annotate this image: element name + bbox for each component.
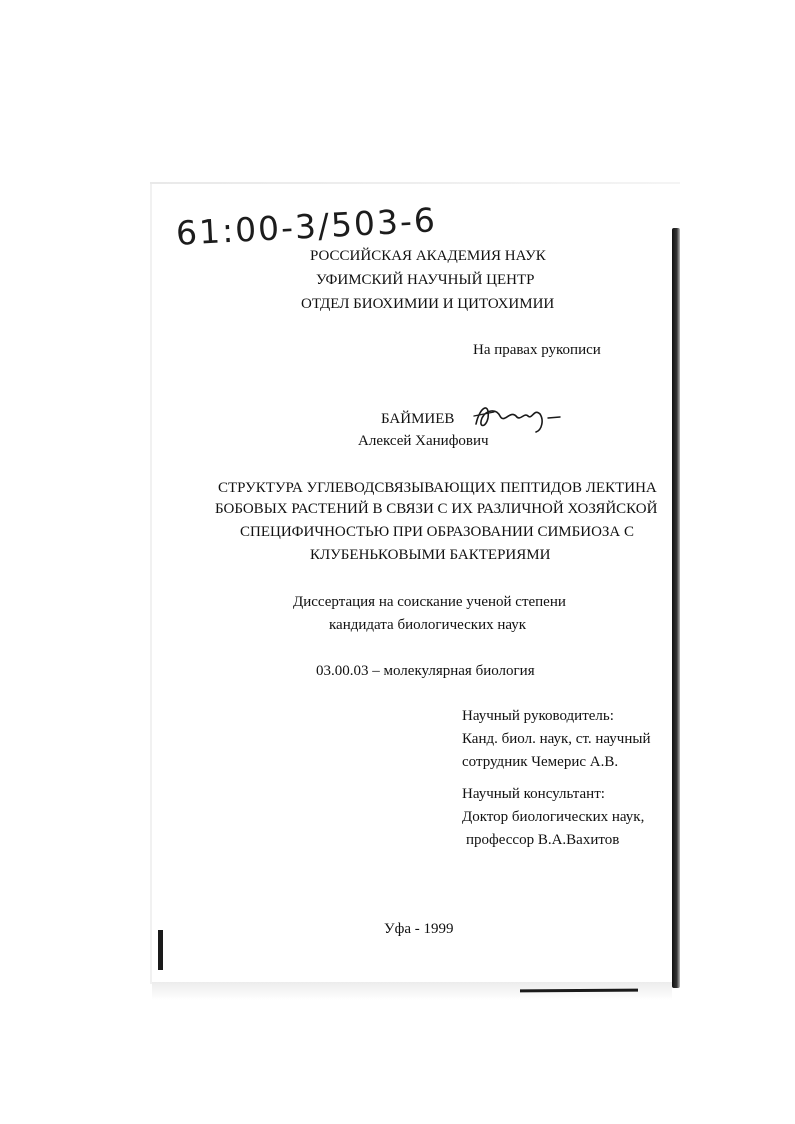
author-name: Алексей Ханифович: [358, 433, 489, 449]
title-line-2: БОБОВЫХ РАСТЕНИЙ В СВЯЗИ С ИХ РАЗЛИЧНОЙ ХОЗЯЙСКОЙ: [215, 501, 658, 517]
scan-border-right-mark: [672, 228, 680, 988]
consultant-label: Научный консультант:: [462, 786, 605, 802]
dissertation-line-1: Диссертация на соискание ученой степени: [293, 594, 566, 610]
dissertation-line-2: кандидата биологических наук: [329, 617, 527, 633]
header-line-3: ОТДЕЛ БИОХИМИИ И ЦИТОХИМИИ: [301, 296, 555, 312]
specialty-code: 03.00.03 – молекулярная биология: [316, 663, 535, 679]
supervisor-label: Научный руководитель:: [462, 708, 614, 724]
author-signature: [466, 398, 562, 436]
supervisor-degree: Канд. биол. наук, ст. научный: [462, 731, 651, 747]
title-line-4: КЛУБЕНЬКОВЫМИ БАКТЕРИЯМИ: [310, 547, 551, 563]
header-line-2: УФИМСКИЙ НАУЧНЫЙ ЦЕНТР: [316, 272, 535, 288]
scan-border-left-mark: [158, 930, 163, 970]
consultant-name: профессор В.А.Вахитов: [466, 832, 620, 848]
header-line-1: РОССИЙСКАЯ АКАДЕМИЯ НАУК: [310, 248, 546, 264]
place-year: Уфа - 1999: [384, 921, 454, 937]
archive-code-handwritten: 61:00-3/503-6: [175, 200, 438, 253]
title-line-1: СТРУКТУРА УГЛЕВОДСВЯЗЫВАЮЩИХ ПЕПТИДОВ ЛЕКТИНА: [218, 480, 657, 496]
scan-edge-top: [150, 182, 680, 184]
author-surname: БАЙМИЕВ: [381, 411, 455, 427]
rights-note: На правах рукописи: [473, 342, 601, 358]
supervisor-name: сотрудник Чемерис А.В.: [462, 754, 619, 770]
title-line-3: СПЕЦИФИЧНОСТЬЮ ПРИ ОБРАЗОВАНИИ СИМБИОЗА С: [240, 524, 635, 540]
consultant-degree: Доктор биологических наук,: [462, 809, 645, 825]
scan-edge-left: [150, 184, 152, 984]
